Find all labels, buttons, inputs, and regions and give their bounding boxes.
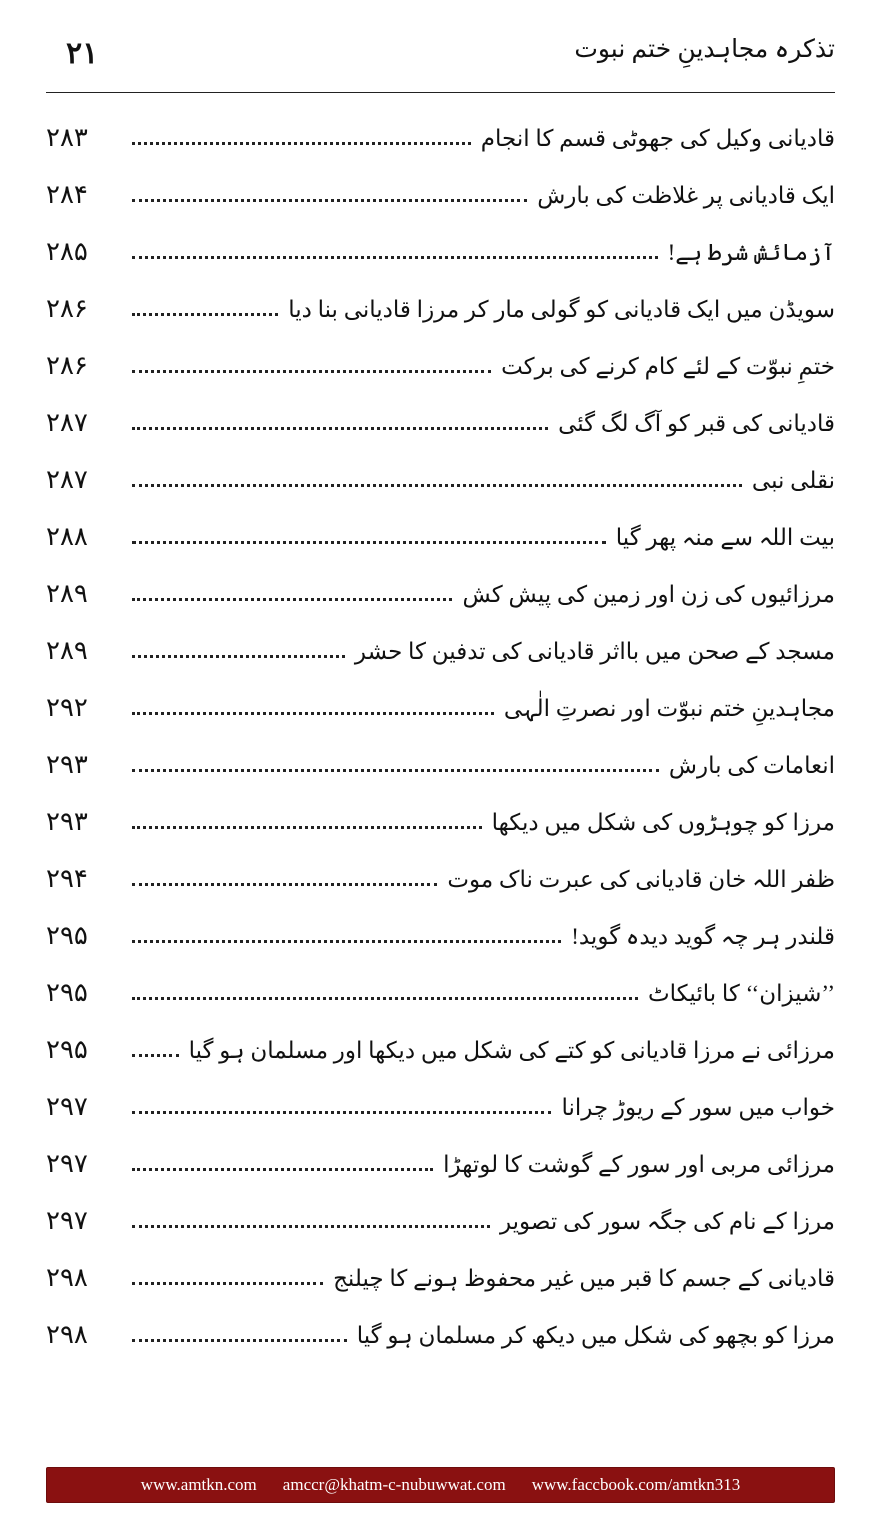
toc-entry-page-number: ۲۹۳ xyxy=(46,750,88,779)
toc-entry-title: نقلی نبی xyxy=(751,467,835,493)
toc-leader-dots xyxy=(132,1339,347,1342)
toc-leader-dots xyxy=(132,313,278,316)
toc-entry-page-number: ۲۹۳ xyxy=(46,807,88,836)
toc-entry-title: مرزائی نے مرزا قادیانی کو کتے کی شکل میں دیکھا اور مسلمان ہو گیا xyxy=(188,1037,835,1063)
toc-row[interactable] xyxy=(46,1183,835,1240)
toc-entry-page-number: ۲۸۳ xyxy=(46,123,88,152)
toc-entry-page-number: ۲۹۷ xyxy=(46,1206,88,1235)
toc-row[interactable] xyxy=(46,499,835,556)
toc-row[interactable] xyxy=(46,100,835,157)
header-divider xyxy=(46,92,835,93)
toc-leader-dots xyxy=(132,769,659,772)
toc-leader-dots xyxy=(132,256,658,259)
toc-leader-dots xyxy=(132,370,491,373)
toc-entry-page-number: ۲۹۷ xyxy=(46,1092,88,1121)
toc-entry-page-number: ۲۸۹ xyxy=(46,636,88,665)
toc-row[interactable] xyxy=(46,898,835,955)
page-header xyxy=(0,28,881,84)
toc-leader-dots xyxy=(132,541,606,544)
toc-entry-page-number: ۲۹۴ xyxy=(46,864,88,893)
toc-entry-page-number: ۲۸۷ xyxy=(46,465,88,494)
page-number: ۲۱ xyxy=(66,37,99,70)
toc-row[interactable] xyxy=(46,556,835,613)
toc-leader-dots xyxy=(132,427,548,430)
toc-row[interactable] xyxy=(46,784,835,841)
toc-entry-title: قادیانی وکیل کی جھوٹی قسم کا انجام xyxy=(480,125,835,151)
toc-entry-title: بیت اللہ سے منہ پھر گیا xyxy=(615,524,835,550)
toc-row[interactable] xyxy=(46,670,835,727)
toc-leader-dots xyxy=(132,598,452,601)
toc-leader-dots xyxy=(132,484,742,487)
toc-row[interactable] xyxy=(46,385,835,442)
toc-row[interactable] xyxy=(46,1126,835,1183)
toc-row[interactable] xyxy=(46,1240,835,1297)
toc-leader-dots xyxy=(132,940,561,943)
toc-entry-page-number: ۲۹۵ xyxy=(46,1035,88,1064)
toc-row[interactable] xyxy=(46,955,835,1012)
toc-entry-page-number: ۲۸۶ xyxy=(46,294,88,323)
footer-website-link[interactable]: www.amtkn.com xyxy=(140,1475,257,1494)
toc-entry-title: قادیانی کے جسم کا قبر میں غیر محفوظ ہونے کا چیلنج xyxy=(333,1265,835,1291)
toc-entry-title: آزمائش شرط ہے! xyxy=(667,239,835,265)
book-title: تذکرہ مجاہدینِ ختم نبوت xyxy=(574,36,835,63)
toc-entry-title: مرزا کو بچھو کی شکل میں دیکھ کر مسلمان ہو گیا xyxy=(356,1322,835,1348)
toc-row[interactable] xyxy=(46,328,835,385)
toc-entry-title: مرزا کو چوہڑوں کی شکل میں دیکھا xyxy=(491,809,835,835)
toc-entry-page-number: ۲۹۸ xyxy=(46,1320,88,1349)
toc-entry-title: مسجد کے صحن میں بااثر قادیانی کی تدفین کا حشر xyxy=(354,638,835,664)
toc-entry-title: انعامات کی بارش xyxy=(668,752,835,778)
toc-entry-title: مرزائیوں کی زن اور زمین کی پیش کش xyxy=(462,581,835,607)
toc-entry-title: سویڈن میں ایک قادیانی کو گولی مار کر مرزا قادیانی بنا دیا xyxy=(288,296,835,322)
toc-leader-dots xyxy=(132,142,471,145)
toc-entry-title: قلندر ہر چہ گوید دیدہ گوید! xyxy=(571,923,835,949)
toc-entry-page-number: ۲۹۷ xyxy=(46,1149,88,1178)
toc-row[interactable] xyxy=(46,727,835,784)
toc-row[interactable] xyxy=(46,271,835,328)
toc-entry-title: ’’شیزان‘‘ کا بائیکاٹ xyxy=(648,980,835,1006)
toc-row[interactable] xyxy=(46,214,835,271)
toc-entry-title: مرزائی مربی اور سور کے گوشت کا لوتھڑا xyxy=(443,1151,835,1177)
toc-entry-title: خواب میں سور کے ریوڑ چرانا xyxy=(561,1094,835,1120)
toc-entry-title: ختمِ نبوّت کے لئے کام کرنے کی برکت xyxy=(501,353,835,379)
toc-leader-dots xyxy=(132,1282,323,1285)
toc-leader-dots xyxy=(132,883,437,886)
toc-entry-page-number: ۲۸۴ xyxy=(46,180,88,209)
toc-entry-title: مجاہدینِ ختم نبوّت اور نصرتِ الٰہی xyxy=(503,695,835,721)
toc-leader-dots xyxy=(132,1054,179,1057)
toc-entry-page-number: ۲۹۲ xyxy=(46,693,88,722)
toc-entry-page-number: ۲۸۸ xyxy=(46,522,88,551)
toc-leader-dots xyxy=(132,712,494,715)
table-of-contents xyxy=(46,100,835,1441)
toc-entry-page-number: ۲۸۵ xyxy=(46,237,88,266)
footer-email-link[interactable]: amccr@khatm-c-nubuwwat.com xyxy=(282,1475,506,1494)
toc-entry-title: قادیانی کی قبر کو آگ لگ گئی xyxy=(558,410,835,436)
toc-entry-page-number: ۲۹۵ xyxy=(46,921,88,950)
toc-entry-title: ظفر اللہ خان قادیانی کی عبرت ناک موت xyxy=(447,866,835,892)
toc-row[interactable] xyxy=(46,442,835,499)
toc-entry-title: مرزا کے نام کی جگہ سور کی تصویر xyxy=(499,1208,835,1234)
toc-row[interactable] xyxy=(46,1069,835,1126)
toc-entry-page-number: ۲۸۶ xyxy=(46,351,88,380)
toc-entry-page-number: ۲۸۹ xyxy=(46,579,88,608)
toc-entry-title: ایک قادیانی پر غلاظت کی بارش xyxy=(537,182,835,208)
toc-leader-dots xyxy=(132,199,527,202)
toc-leader-dots xyxy=(132,1168,433,1171)
toc-leader-dots xyxy=(132,1111,551,1114)
toc-leader-dots xyxy=(132,1225,490,1228)
toc-leader-dots xyxy=(132,997,638,1000)
toc-leader-dots xyxy=(132,826,482,829)
toc-leader-dots xyxy=(132,655,345,658)
footer-facebook-link[interactable]: www.faccbook.com/amtkn313 xyxy=(531,1475,741,1494)
toc-row[interactable] xyxy=(46,613,835,670)
page-footer xyxy=(46,1467,835,1503)
toc-entry-page-number: ۲۹۵ xyxy=(46,978,88,1007)
toc-row[interactable] xyxy=(46,1012,835,1069)
toc-row[interactable] xyxy=(46,157,835,214)
toc-entry-page-number: ۲۸۷ xyxy=(46,408,88,437)
toc-row[interactable] xyxy=(46,841,835,898)
toc-row[interactable] xyxy=(46,1297,835,1354)
toc-entry-page-number: ۲۹۸ xyxy=(46,1263,88,1292)
